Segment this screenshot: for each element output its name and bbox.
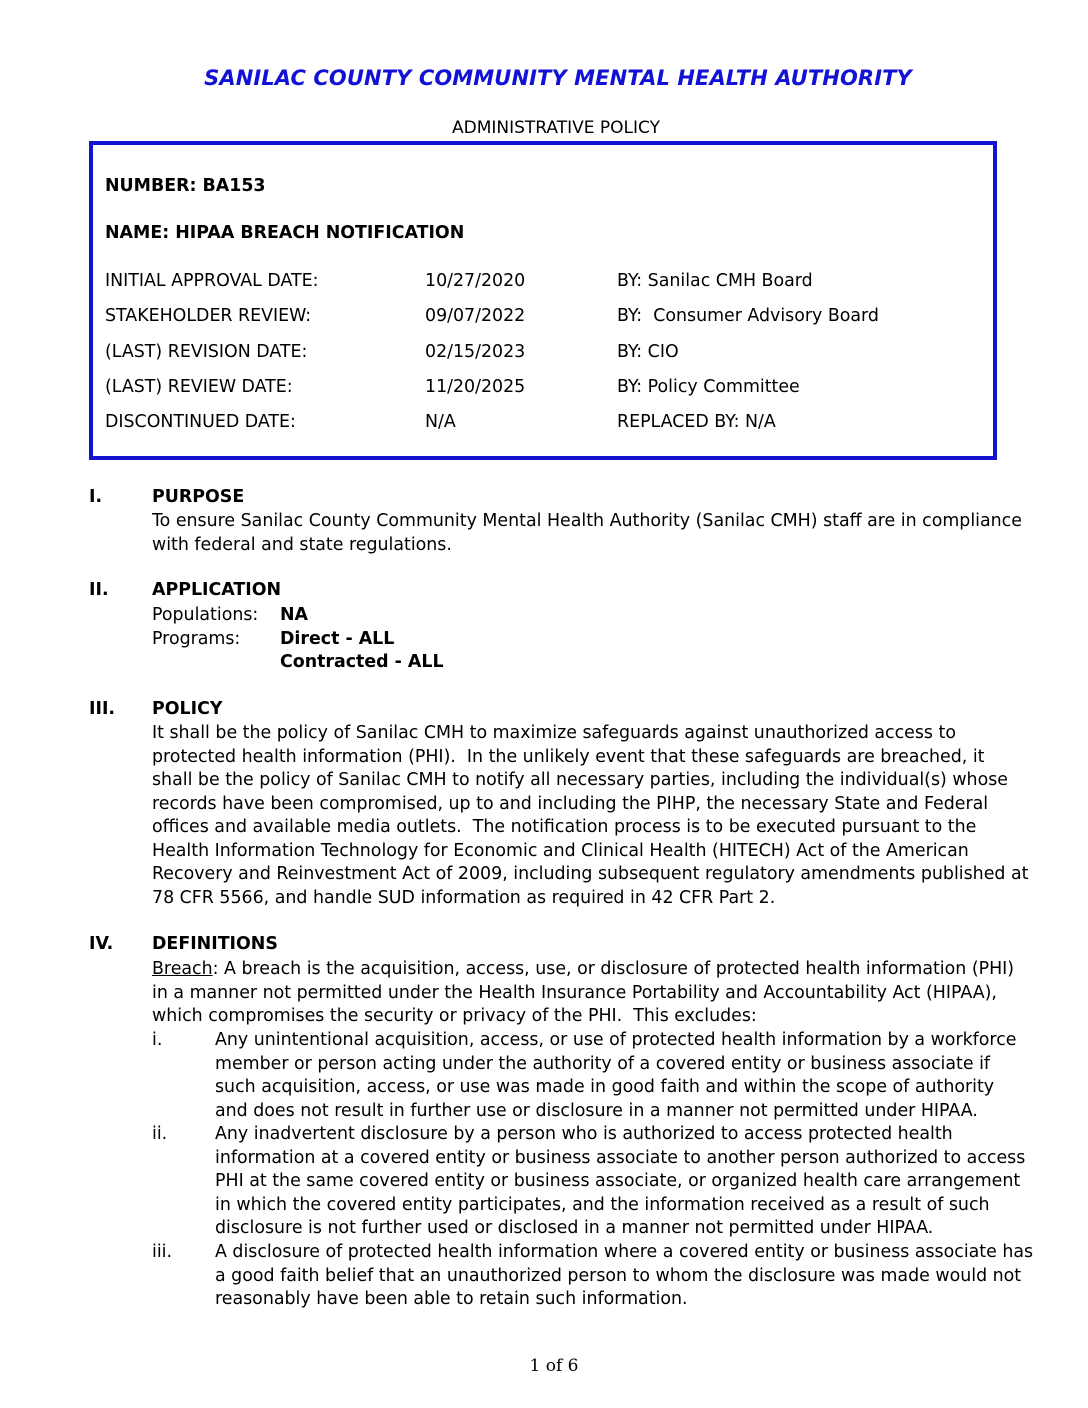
row-by: BY: Consumer Advisory Board <box>617 306 879 326</box>
list-item: Any unintentional acquisition, access, or use of protected health information by a workforce member or person acting under the authority of a covered entity or business associate if such acquisition, access, or use was made in good faith and within the scope of authority and does not result in further use or disclosure in a manner not permitted under HIPAA. <box>215 1030 1017 1121</box>
section-numeral: I. <box>89 487 103 507</box>
programs-value-direct: Direct - ALL <box>280 629 395 649</box>
row-label: DISCONTINUED DATE: <box>105 412 296 432</box>
row-date: 09/07/2022 <box>425 306 526 326</box>
policy-number: NUMBER: BA153 <box>105 176 266 196</box>
list-marker: ii. <box>152 1124 168 1144</box>
section-numeral: IV. <box>89 934 114 954</box>
section-heading-application: APPLICATION <box>152 580 282 600</box>
row-label: (LAST) REVISION DATE: <box>105 342 308 362</box>
document-type: ADMINISTRATIVE POLICY <box>452 118 660 138</box>
organization-title: SANILAC COUNTY COMMUNITY MENTAL HEALTH AUTHORITY <box>204 66 912 90</box>
row-date: 02/15/2023 <box>425 342 526 362</box>
list-marker: iii. <box>152 1242 173 1262</box>
row-date: 11/20/2025 <box>425 377 526 397</box>
row-by: REPLACED BY: N/A <box>617 412 776 432</box>
purpose-text: To ensure Sanilac County Community Mental Health Authority (Sanilac CMH) staff are in compliance with federal and state regulations. <box>152 511 1022 555</box>
list-item: A disclosure of protected health information where a covered entity or business associate has a good faith belief that an unauthorized person to whom the disclosure was made would not reasonably have been able to retain such information. <box>215 1242 1034 1309</box>
list-marker: i. <box>152 1030 163 1050</box>
row-date: N/A <box>425 412 456 432</box>
row-label: (LAST) REVIEW DATE: <box>105 377 293 397</box>
populations-value: NA <box>280 605 309 625</box>
row-by: BY: CIO <box>617 342 679 362</box>
programs-label: Programs: <box>152 629 241 649</box>
policy-text: It shall be the policy of Sanilac CMH to maximize safeguards against unauthorized access to protected health information (PHI). In the unlikely event that these safeguards are breached, it shall be the policy of Sanilac CMH to notify all necessary parties, including the individual(s) whose records have been compromised, up to and including the PIHP, the necessary State and Federal offices and available media outlets. The notification process is to be executed pursuant to the Health Information Technology for Economic and Clinical Health (HITECH) Act of the American Recovery and Reinvestment Act of 2009, including subsequent regulatory amendments published at 78 CFR 5566, and handle SUD information as required in 42 CFR Part 2. <box>152 723 1029 908</box>
row-label: INITIAL APPROVAL DATE: <box>105 271 319 291</box>
page-number: 1 of 6 <box>529 1356 579 1376</box>
row-label: STAKEHOLDER REVIEW: <box>105 306 312 326</box>
section-heading-definitions: DEFINITIONS <box>152 934 278 954</box>
section-numeral: III. <box>89 699 116 719</box>
section-heading-policy: POLICY <box>152 699 223 719</box>
term-breach: Breach <box>152 959 213 979</box>
row-by: BY: Sanilac CMH Board <box>617 271 813 291</box>
row-date: 10/27/2020 <box>425 271 526 291</box>
section-numeral: II. <box>89 580 109 600</box>
section-heading-purpose: PURPOSE <box>152 487 245 507</box>
programs-value-contracted: Contracted - ALL <box>280 652 444 672</box>
policy-name: NAME: HIPAA BREACH NOTIFICATION <box>105 223 465 243</box>
row-by: BY: Policy Committee <box>617 377 800 397</box>
list-item: Any inadvertent disclosure by a person who is authorized to access protected health information at a covered entity or business associate to another person authorized to access PHI at the same covered entity or business associate, or organized health care arrangement in which the covered entity participates, and the information received as a result of such disclosure is not further used or disclosed in a manner not permitted under HIPAA. <box>215 1124 1026 1238</box>
definitions-intro: Breach: A breach is the acquisition, access, use, or disclosure of protected health information (PHI) in a manner not permitted under the Health Insurance Portability and Accountability Act (HIPAA), which compromises the security or privacy of the PHI. This excludes: <box>152 959 1015 1026</box>
populations-label: Populations: <box>152 605 259 625</box>
